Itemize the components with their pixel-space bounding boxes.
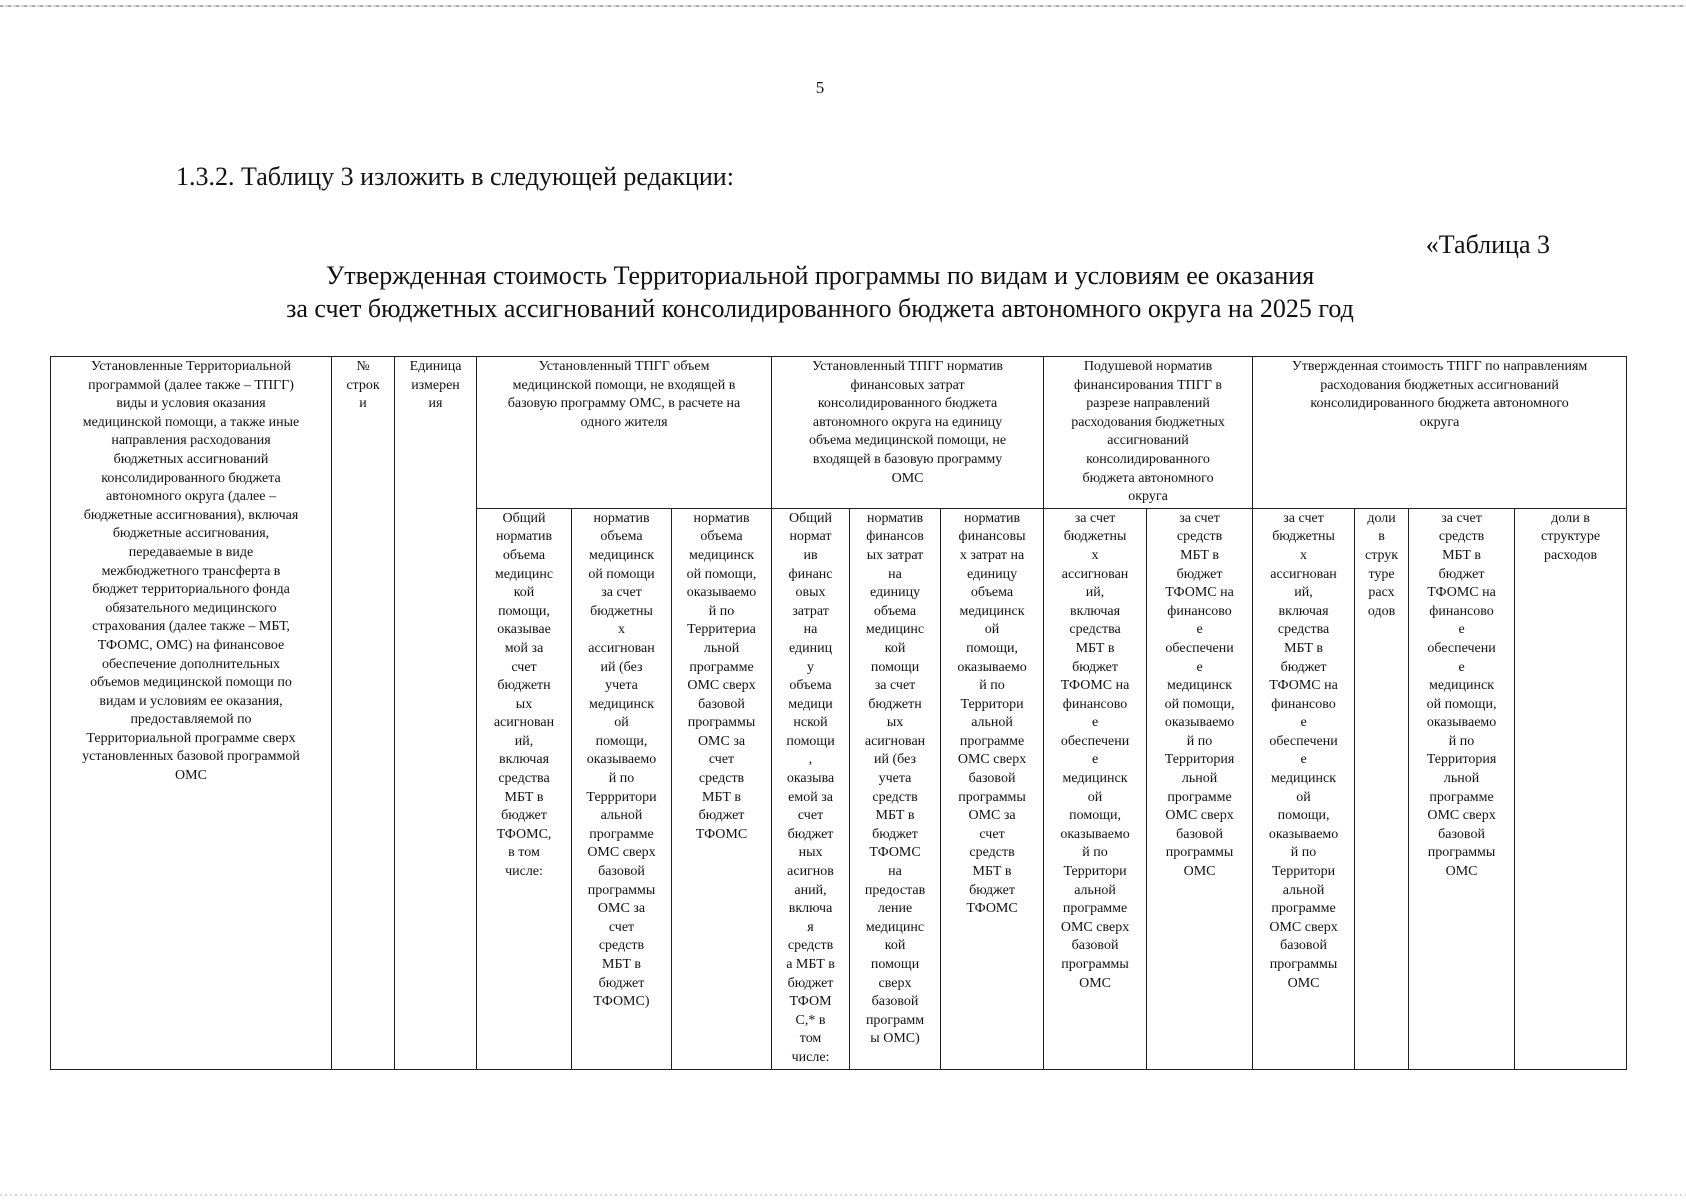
table-title-line-1: Утвержденная стоимость Территориальной программы по видам и условиям ее оказания	[325, 261, 1315, 290]
amendment-instruction: 1.3.2. Таблицу 3 изложить в следующей редакции:	[176, 162, 734, 191]
header-volume-mbt: норматив объема медицинск ой помощи, оказываемо й по Территериа льной программе ОМС сверх базовой программы ОМС за счет средств МБТ в бюджет ТФОМС	[672, 508, 772, 1069]
header-group-approved-cost: Утвержденная стоимость ТПГГ по направлениям расходования бюджетных ассигнований консолидированного бюджета автономного округа	[1253, 357, 1627, 509]
header-volume-total: Общий норматив объема медицинс кой помощи, оказывае мой за счет бюджетн ых асигнован ий, включая средства МБТ в бюджет ТФОМС, в том числе:	[477, 508, 572, 1069]
header-per-capita-mbt: за счет средств МБТ в бюджет ТФОМС на финансово е обеспечени е медицинск ой помощи, оказываемо й по Территория льной программе ОМС сверх базовой программы ОМС	[1147, 508, 1253, 1069]
scan-edge-bottom	[0, 1194, 1686, 1196]
header-group-per-capita: Подушевой норматив финансирования ТПГГ в разрезе направлений расходования бюджетных ассигнований консолидированного бюджета автономного округа	[1044, 357, 1253, 509]
table-title	[60, 259, 1580, 325]
header-group-volume: Установленный ТПГГ объем медицинской помощи, не входящей в базовую программу ОМС, в расчете на одного жителя	[477, 357, 772, 509]
header-cost-budget: за счет бюджетны х ассигнован ий, включая средства МБТ в бюджет ТФОМС на финансово е обеспечени е медицинск ой помощи, оказываемо й по Территори альной программе ОМС сверх базовой программы ОМС	[1253, 508, 1355, 1069]
header-volume-budget: норматив объема медицинск ой помощи за счет бюджетны х ассигнован ий (без учета медицинск ой помощи, оказываемо й по Террритори альной программе ОМС сверх базовой программы ОМС за счет средств МБТ в бюджет ТФОМС)	[572, 508, 672, 1069]
header-cost-mbt-share: доли в структуре расходов	[1515, 508, 1627, 1069]
table-label: «Таблица 3	[1425, 230, 1550, 259]
header-per-capita-budget: за счет бюджетны х ассигнован ий, включая средства МБТ в бюджет ТФОМС на финансово е обеспечени е медицинск ой помощи, оказываемо й по Территори альной программе ОМС сверх базовой программы ОМС	[1044, 508, 1147, 1069]
header-norm-budget: норматив финансов ых затрат на единицу объема медицинс кой помощи за счет бюджетн ых асигнован ий (без учета средств МБТ в бюджет ТФОМС на предостав ление медицинс кой помощи сверх базовой программ ы ОМС)	[850, 508, 941, 1069]
header-cost-mbt: за счет средств МБТ в бюджет ТФОМС на финансово е обеспечени е медицинск ой помощи, оказываемо й по Территория льной программе ОМС сверх базовой программы ОМС	[1409, 508, 1515, 1069]
page-number: 5	[815, 78, 825, 97]
header-norm-total: Общий нормат ив финанс овых затрат на единиц у объема медици нской помощи , оказыва емой за счет бюджет ных асигнов аний, включа я средств а МБТ в бюджет ТФОМ С,* в том числе:	[772, 508, 850, 1069]
table-header-row-1	[51, 357, 1627, 509]
table-title-line-2: за счет бюджетных ассигнований консолидированного бюджета автономного округа на 2025 год	[286, 294, 1354, 323]
header-cost-budget-share: доли в струк туре расх одов	[1355, 508, 1409, 1069]
header-norm-mbt: норматив финансовы х затрат на единицу объема медицинск ой помощи, оказываемо й по Территори альной программе ОМС сверх базовой программы ОМС за счет средств МБТ в бюджет ТФОМС	[941, 508, 1044, 1069]
header-group-cost-norm: Установленный ТПГГ норматив финансовых затрат консолидированного бюджета автономного округа на единицу объема медицинской помощи, не входящей в базовую программу ОМС	[772, 357, 1044, 509]
header-row-number: № строк и	[332, 357, 395, 1070]
cost-table	[50, 356, 1627, 1070]
scan-edge-top	[0, 5, 1686, 7]
header-unit: Единица измерен ия	[395, 357, 477, 1070]
header-types-of-care: Установленные Территориальной программой (далее также – ТПГГ) виды и условия оказания медицинской помощи, а также иные направления расходования бюджетных ассигнований консолидированного бюджета автономного округа (далее – бюджетные ассигнования), включая бюджетные ассигнования, передаваемые в виде межбюджетного трансферта в бюджет территориального фонда обязательного медицинского страхования (далее также – МБТ, ТФОМС, ОМС) на финансовое обеспечение дополнительных объемов медицинской помощи по видам и условиям ее оказания, предоставляемой по Территориальной программе сверх установленных базовой программой ОМС	[51, 357, 332, 1070]
